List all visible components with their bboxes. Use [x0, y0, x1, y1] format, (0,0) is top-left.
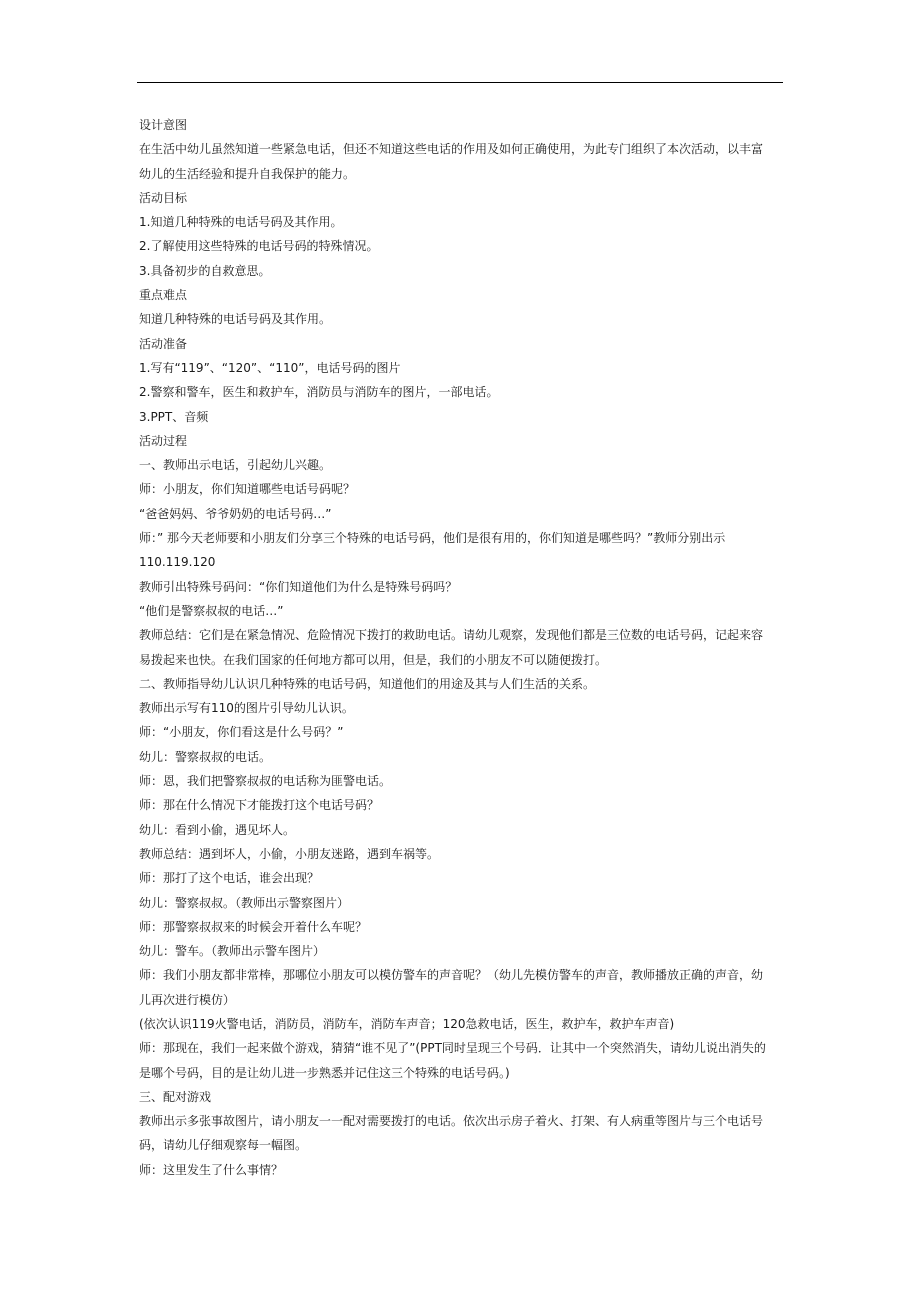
body-line: 在生活中幼儿虽然知道一些紧急电话，但还不知道这些电话的作用及如何正确使用，为此专门组织了本次活动，以丰富 — [139, 142, 764, 157]
body-line: 教师出示写有110的图片引导幼儿认识。 — [139, 701, 354, 716]
body-line: 幼儿的生活经验和提升自我保护的能力。 — [139, 166, 356, 181]
body-line: 师：恩，我们把警察叔叔的电话称为匪警电话。 — [139, 774, 392, 789]
body-line: 师：那现在，我们一起来做个游戏，猜猜“谁不见了”(PPT同时呈现三个号码．让其中一个突然消失，请幼儿说出消失的 — [139, 1041, 766, 1056]
body-line: 幼儿：警察叔叔的电话。 — [139, 749, 272, 764]
body-line: 师：那在什么情况下才能拨打这个电话号码？ — [139, 798, 380, 813]
body-line: 教师出示多张事故图片，请小朋友一一配对需要拨打的电话。依次出示房子着火、打架、有人病重等图片与三个电话号 — [139, 1114, 764, 1129]
list-item: 3.具备初步的自救意思。 — [139, 263, 271, 278]
body-line: 知道几种特殊的电话号码及其作用。 — [139, 312, 332, 327]
body-line: 110.119.120 — [139, 555, 216, 570]
body-line: 师：小朋友，你们知道哪些电话号码呢？ — [139, 482, 356, 497]
list-item: 1.写有“119”、“120”、“110”，电话号码的图片 — [139, 360, 401, 375]
body-line: (依次认识119火警电话，消防员，消防车，消防车声音；120急救电话，医生，救护车，救护车声音) — [139, 1016, 675, 1031]
body-line: 儿再次进行模仿） — [139, 992, 236, 1007]
section-heading-matching-game: 三、配对游戏 — [139, 1089, 212, 1104]
body-line: 易拨起来也快。在我们国家的任何地方都可以用，但是，我们的小朋友不可以随便拨打。 — [139, 652, 608, 667]
body-line: 师：那警察叔叔来的时候会开着什么车呢？ — [139, 919, 368, 934]
body-line: 教师总结：遇到坏人，小偷，小朋友迷路，遇到车祸等。 — [139, 846, 440, 861]
document-body — [139, 113, 785, 1182]
body-line: 师：那打了这个电话，谁会出现？ — [139, 871, 320, 886]
body-line: 一、教师出示电话，引起幼儿兴趣。 — [139, 458, 332, 473]
body-line: 幼儿：看到小偷，遇见坏人。 — [139, 822, 296, 837]
body-line: 幼儿：警车。（教师出示警车图片） — [139, 944, 326, 959]
body-line: 码，请幼儿仔细观察每一幅图。 — [139, 1138, 308, 1153]
body-line: 师：我们小朋友都非常棒，那哪位小朋友可以模仿警车的声音呢？（幼儿先模仿警车的声音，教师播放正确的声音，幼 — [139, 968, 764, 983]
section-heading-preparation: 活动准备 — [139, 336, 188, 351]
section-heading-objectives: 活动目标 — [139, 190, 188, 205]
list-item: 3.PPT、音频 — [139, 409, 209, 424]
body-line: 师：“小朋友，你们看这是什么号码？” — [139, 725, 344, 740]
body-line: “他们是警察叔叔的电话…” — [139, 603, 284, 618]
body-line: 是哪个号码，目的是让幼儿进一步熟悉并记住这三个特殊的电话号码。) — [139, 1065, 510, 1080]
body-line: 幼儿：警察叔叔。（教师出示警察图片） — [139, 895, 350, 910]
body-line: 师：” 那今天老师要和小朋友们分享三个特殊的电话号码，他们是很有用的，你们知道是哪些吗？”教师分别出示 — [139, 531, 726, 546]
section-heading-design-intent: 设计意图 — [139, 118, 188, 132]
section-heading-process: 活动过程 — [139, 433, 188, 448]
body-line: 师：这里发生了什么事情？ — [139, 1162, 284, 1177]
list-item: 1.知道几种特殊的电话号码及其作用。 — [139, 215, 343, 230]
body-line: 二、教师指导幼儿认识几种特殊的电话号码，知道他们的用途及其与人们生活的关系。 — [139, 676, 596, 691]
list-item: 2.了解使用这些特殊的电话号码的特殊情况。 — [139, 239, 379, 254]
header-rule — [137, 82, 783, 83]
body-line: 教师总结：它们是在紧急情况、危险情况下拨打的救助电话。请幼儿观察，发现他们都是三位数的电话号码，记起来容 — [139, 628, 764, 643]
body-line: “爸爸妈妈、爷爷奶奶的电话号码…” — [139, 506, 332, 521]
body-line: 教师引出特殊号码问：“你们知道他们为什么是特殊号码吗？ — [139, 579, 458, 594]
list-item: 2.警察和警车，医生和救护车，消防员与消防车的图片，一部电话。 — [139, 385, 499, 400]
section-heading-key-points: 重点难点 — [139, 288, 188, 303]
